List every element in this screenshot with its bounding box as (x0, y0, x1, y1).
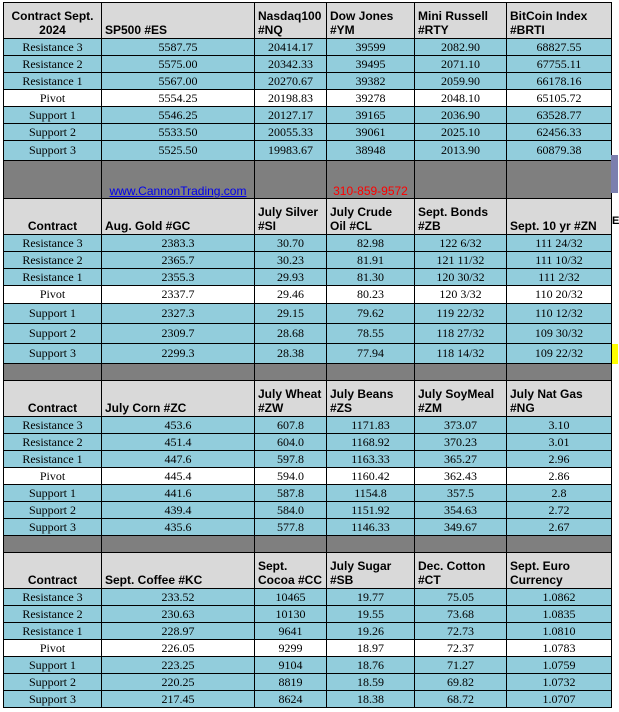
level-value-cell: 3.01 (507, 434, 612, 451)
level-value-cell: 29.93 (255, 269, 327, 286)
level-value-cell: 2.86 (507, 468, 612, 485)
level-value-cell: 2.8 (507, 485, 612, 502)
instrument-header-cell: Aug. Gold #GC (102, 199, 255, 235)
level-value-cell: 1171.83 (327, 417, 415, 434)
instrument-header-cell: SP500 #ES (102, 3, 255, 39)
table-row (4, 674, 612, 691)
level-value-cell: 2327.3 (102, 304, 255, 324)
phone-number-cell (327, 161, 415, 199)
level-value-cell: 365.27 (415, 451, 507, 468)
table-row (4, 235, 612, 252)
level-label-cell: Support 2 (4, 324, 102, 344)
level-value-cell: 20198.83 (255, 90, 327, 107)
level-value-cell: 354.63 (415, 502, 507, 519)
level-value-cell: 28.68 (255, 324, 327, 344)
level-value-cell: 220.25 (102, 674, 255, 691)
separator-cell (255, 536, 327, 553)
level-value-cell: 1160.42 (327, 468, 415, 485)
level-value-cell: 62456.33 (507, 124, 612, 141)
separator-cell (255, 364, 327, 381)
level-value-cell: 2.67 (507, 519, 612, 536)
level-value-cell: 18.38 (327, 691, 415, 708)
level-value-cell: 349.67 (415, 519, 507, 536)
instrument-header-cell: July Wheat #ZW (255, 381, 327, 417)
level-value-cell: 607.8 (255, 417, 327, 434)
level-value-cell: 439.4 (102, 502, 255, 519)
level-label-cell: Resistance 2 (4, 606, 102, 623)
level-value-cell: 39382 (327, 73, 415, 90)
level-value-cell: 19.55 (327, 606, 415, 623)
level-value-cell: 72.37 (415, 640, 507, 657)
level-value-cell: 1.0862 (507, 589, 612, 606)
level-value-cell: 122 6/32 (415, 235, 507, 252)
level-value-cell: 9104 (255, 657, 327, 674)
table-row (4, 269, 612, 286)
level-value-cell: 121 11/32 (415, 252, 507, 269)
instrument-header-cell: July Nat Gas #NG (507, 381, 612, 417)
level-value-cell: 577.8 (255, 519, 327, 536)
level-label-cell: Support 3 (4, 519, 102, 536)
level-value-cell: 10130 (255, 606, 327, 623)
level-value-cell: 2082.90 (415, 39, 507, 56)
instrument-header-cell: Sept. Cocoa #CC (255, 553, 327, 589)
section-separator-row (4, 364, 612, 381)
level-value-cell: 75.05 (415, 589, 507, 606)
level-value-cell: 60879.38 (507, 141, 612, 161)
level-value-cell: 29.15 (255, 304, 327, 324)
instrument-header-cell: July Corn #ZC (102, 381, 255, 417)
level-label-cell: Support 3 (4, 691, 102, 708)
phone-number: 310-859-9572 (333, 184, 408, 198)
level-value-cell: 2036.90 (415, 107, 507, 124)
table-row (4, 90, 612, 107)
level-label-cell: Pivot (4, 286, 102, 304)
level-value-cell: 2299.3 (102, 344, 255, 364)
level-value-cell: 362.43 (415, 468, 507, 485)
level-value-cell: 120 30/32 (415, 269, 507, 286)
level-value-cell: 111 24/32 (507, 235, 612, 252)
section-header-row (4, 553, 612, 589)
separator-cell (102, 364, 255, 381)
instrument-header-cell: Sept. Coffee #KC (102, 553, 255, 589)
instrument-header-cell: Dow Jones #YM (327, 3, 415, 39)
level-value-cell: 230.63 (102, 606, 255, 623)
level-value-cell: 30.23 (255, 252, 327, 269)
level-value-cell: 597.8 (255, 451, 327, 468)
table-row (4, 657, 612, 674)
instrument-header-cell: July Crude Oil #CL (327, 199, 415, 235)
level-value-cell: 5587.75 (102, 39, 255, 56)
separator-cell (415, 536, 507, 553)
table-row (4, 468, 612, 485)
level-value-cell: 65105.72 (507, 90, 612, 107)
level-value-cell: 68827.55 (507, 39, 612, 56)
level-label-cell: Resistance 1 (4, 269, 102, 286)
table-row (4, 691, 612, 708)
level-label-cell: Resistance 3 (4, 235, 102, 252)
level-value-cell: 587.8 (255, 485, 327, 502)
instrument-header-cell: July SoyMeal #ZM (415, 381, 507, 417)
level-value-cell: 38948 (327, 141, 415, 161)
level-value-cell: 226.05 (102, 640, 255, 657)
level-value-cell: 110 20/32 (507, 286, 612, 304)
level-label-cell: Resistance 2 (4, 56, 102, 73)
level-value-cell: 5554.25 (102, 90, 255, 107)
level-label-cell: Pivot (4, 640, 102, 657)
level-value-cell: 111 2/32 (507, 269, 612, 286)
level-value-cell: 67755.11 (507, 56, 612, 73)
level-value-cell: 1151.92 (327, 502, 415, 519)
level-value-cell: 2059.90 (415, 73, 507, 90)
level-value-cell: 2048.10 (415, 90, 507, 107)
instrument-header-cell: Nasdaq100 #NQ (255, 3, 327, 39)
level-value-cell: 453.6 (102, 417, 255, 434)
table-row (4, 434, 612, 451)
table-row (4, 344, 612, 364)
level-value-cell: 357.5 (415, 485, 507, 502)
level-value-cell: 373.07 (415, 417, 507, 434)
level-value-cell: 2365.7 (102, 252, 255, 269)
level-value-cell: 2.72 (507, 502, 612, 519)
side-highlight-marker (612, 344, 618, 364)
level-value-cell: 9299 (255, 640, 327, 657)
level-value-cell: 223.25 (102, 657, 255, 674)
level-label-cell: Support 1 (4, 485, 102, 502)
level-value-cell: 1146.33 (327, 519, 415, 536)
level-value-cell: 39165 (327, 107, 415, 124)
section-header-row (4, 381, 612, 417)
level-value-cell: 2013.90 (415, 141, 507, 161)
level-value-cell: 1.0835 (507, 606, 612, 623)
level-value-cell: 20127.17 (255, 107, 327, 124)
level-value-cell: 594.0 (255, 468, 327, 485)
level-value-cell: 72.73 (415, 623, 507, 640)
level-value-cell: 63528.77 (507, 107, 612, 124)
level-label-cell: Resistance 2 (4, 434, 102, 451)
level-value-cell: 19.77 (327, 589, 415, 606)
separator-cell (415, 364, 507, 381)
level-value-cell: 111 10/32 (507, 252, 612, 269)
table-row (4, 502, 612, 519)
level-value-cell: 20342.33 (255, 56, 327, 73)
instrument-header-cell: Sept. Euro Currency (507, 553, 612, 589)
level-value-cell: 80.23 (327, 286, 415, 304)
level-value-cell: 5546.25 (102, 107, 255, 124)
website-link-cell (102, 161, 255, 199)
level-value-cell: 18.97 (327, 640, 415, 657)
level-value-cell: 1.0783 (507, 640, 612, 657)
level-value-cell: 18.59 (327, 674, 415, 691)
instrument-header-cell: July Sugar #SB (327, 553, 415, 589)
level-value-cell: 2.96 (507, 451, 612, 468)
instrument-header-cell: July Beans #ZS (327, 381, 415, 417)
level-value-cell: 233.52 (102, 589, 255, 606)
level-label-cell: Resistance 3 (4, 417, 102, 434)
level-value-cell: 71.27 (415, 657, 507, 674)
level-value-cell: 1.0759 (507, 657, 612, 674)
level-value-cell: 120 3/32 (415, 286, 507, 304)
level-label-cell: Support 2 (4, 502, 102, 519)
table-row (4, 640, 612, 657)
instrument-header-cell: Sept. 10 yr #ZN (507, 199, 612, 235)
level-value-cell: 1154.8 (327, 485, 415, 502)
level-value-cell: 9641 (255, 623, 327, 640)
table-row (4, 304, 612, 324)
table-row (4, 589, 612, 606)
side-letter: E (612, 215, 619, 227)
level-value-cell: 2071.10 (415, 56, 507, 73)
level-label-cell: Resistance 3 (4, 589, 102, 606)
table-row (4, 451, 612, 468)
level-value-cell: 441.6 (102, 485, 255, 502)
level-label-cell: Support 1 (4, 304, 102, 324)
separator-cell (4, 536, 102, 553)
level-value-cell: 69.82 (415, 674, 507, 691)
level-value-cell: 1.0810 (507, 623, 612, 640)
level-value-cell: 39278 (327, 90, 415, 107)
level-value-cell: 2383.3 (102, 235, 255, 252)
level-value-cell: 370.23 (415, 434, 507, 451)
separator-cell (327, 364, 415, 381)
level-value-cell: 2337.7 (102, 286, 255, 304)
table-row (4, 73, 612, 90)
level-label-cell: Resistance 3 (4, 39, 102, 56)
level-value-cell: 2355.3 (102, 269, 255, 286)
level-value-cell: 5575.00 (102, 56, 255, 73)
instrument-header-cell: Dec. Cotton #CT (415, 553, 507, 589)
contract-header-cell: Contract (4, 553, 102, 589)
level-value-cell: 435.6 (102, 519, 255, 536)
level-value-cell: 604.0 (255, 434, 327, 451)
level-value-cell: 118 14/32 (415, 344, 507, 364)
level-label-cell: Support 2 (4, 674, 102, 691)
level-value-cell: 110 12/32 (507, 304, 612, 324)
level-value-cell: 1.0732 (507, 674, 612, 691)
separator-cell (507, 161, 612, 199)
level-value-cell: 68.72 (415, 691, 507, 708)
level-value-cell: 10465 (255, 589, 327, 606)
level-value-cell: 19.26 (327, 623, 415, 640)
separator-cell (507, 536, 612, 553)
table-row (4, 485, 612, 502)
level-value-cell: 118 27/32 (415, 324, 507, 344)
table-row (4, 141, 612, 161)
level-value-cell: 28.38 (255, 344, 327, 364)
level-value-cell: 66178.16 (507, 73, 612, 90)
contract-header-cell: Contract Sept. 2024 (4, 3, 102, 39)
level-value-cell: 20055.33 (255, 124, 327, 141)
table-row (4, 519, 612, 536)
level-value-cell: 30.70 (255, 235, 327, 252)
level-value-cell: 5567.00 (102, 73, 255, 90)
level-label-cell: Pivot (4, 468, 102, 485)
level-value-cell: 79.62 (327, 304, 415, 324)
level-value-cell: 1163.33 (327, 451, 415, 468)
separator-cell (507, 364, 612, 381)
table-row (4, 107, 612, 124)
section-separator-row (4, 536, 612, 553)
separator-cell (327, 536, 415, 553)
level-value-cell: 1.0707 (507, 691, 612, 708)
level-label-cell: Resistance 1 (4, 451, 102, 468)
level-value-cell: 217.45 (102, 691, 255, 708)
level-value-cell: 20270.67 (255, 73, 327, 90)
table-row (4, 324, 612, 344)
level-label-cell: Support 1 (4, 107, 102, 124)
level-value-cell: 39061 (327, 124, 415, 141)
table-row (4, 124, 612, 141)
section-header-row (4, 3, 612, 39)
level-value-cell: 109 22/32 (507, 344, 612, 364)
separator-cell (102, 536, 255, 553)
level-value-cell: 8819 (255, 674, 327, 691)
level-label-cell: Pivot (4, 90, 102, 107)
section-header-row (4, 199, 612, 235)
level-value-cell: 81.30 (327, 269, 415, 286)
level-value-cell: 447.6 (102, 451, 255, 468)
level-value-cell: 39599 (327, 39, 415, 56)
section-separator-row (4, 161, 612, 199)
level-value-cell: 2309.7 (102, 324, 255, 344)
level-value-cell: 5525.50 (102, 141, 255, 161)
contract-header-cell: Contract (4, 199, 102, 235)
level-label-cell: Support 2 (4, 124, 102, 141)
separator-cell (4, 364, 102, 381)
separator-cell (415, 161, 507, 199)
level-value-cell: 77.94 (327, 344, 415, 364)
level-value-cell: 1168.92 (327, 434, 415, 451)
level-value-cell: 20414.17 (255, 39, 327, 56)
level-value-cell: 81.91 (327, 252, 415, 269)
level-label-cell: Resistance 2 (4, 252, 102, 269)
separator-cell (255, 161, 327, 199)
side-scroll-marker (611, 155, 618, 193)
table-row (4, 606, 612, 623)
level-label-cell: Support 3 (4, 344, 102, 364)
level-value-cell: 3.10 (507, 417, 612, 434)
instrument-header-cell: Mini Russell #RTY (415, 3, 507, 39)
table-row (4, 286, 612, 304)
level-value-cell: 228.97 (102, 623, 255, 640)
table-row (4, 39, 612, 56)
level-value-cell: 109 30/32 (507, 324, 612, 344)
table-row (4, 623, 612, 640)
level-value-cell: 78.55 (327, 324, 415, 344)
level-value-cell: 8624 (255, 691, 327, 708)
level-label-cell: Resistance 1 (4, 73, 102, 90)
table-row (4, 417, 612, 434)
level-value-cell: 18.76 (327, 657, 415, 674)
level-value-cell: 451.4 (102, 434, 255, 451)
separator-cell (4, 161, 102, 199)
instrument-header-cell: July Silver #SI (255, 199, 327, 235)
pivot-levels-table (3, 2, 612, 708)
level-value-cell: 119 22/32 (415, 304, 507, 324)
level-value-cell: 2025.10 (415, 124, 507, 141)
level-value-cell: 82.98 (327, 235, 415, 252)
contract-header-cell: Contract (4, 381, 102, 417)
level-value-cell: 5533.50 (102, 124, 255, 141)
instrument-header-cell: BitCoin Index #BRTI (507, 3, 612, 39)
instrument-header-cell: Sept. Bonds #ZB (415, 199, 507, 235)
level-value-cell: 19983.67 (255, 141, 327, 161)
level-value-cell: 29.46 (255, 286, 327, 304)
level-value-cell: 445.4 (102, 468, 255, 485)
level-label-cell: Resistance 1 (4, 623, 102, 640)
level-value-cell: 584.0 (255, 502, 327, 519)
table-row (4, 56, 612, 73)
level-label-cell: Support 3 (4, 141, 102, 161)
level-value-cell: 73.68 (415, 606, 507, 623)
level-label-cell: Support 1 (4, 657, 102, 674)
website-link[interactable]: www.CannonTrading.com (109, 184, 247, 198)
level-value-cell: 39495 (327, 56, 415, 73)
table-row (4, 252, 612, 269)
